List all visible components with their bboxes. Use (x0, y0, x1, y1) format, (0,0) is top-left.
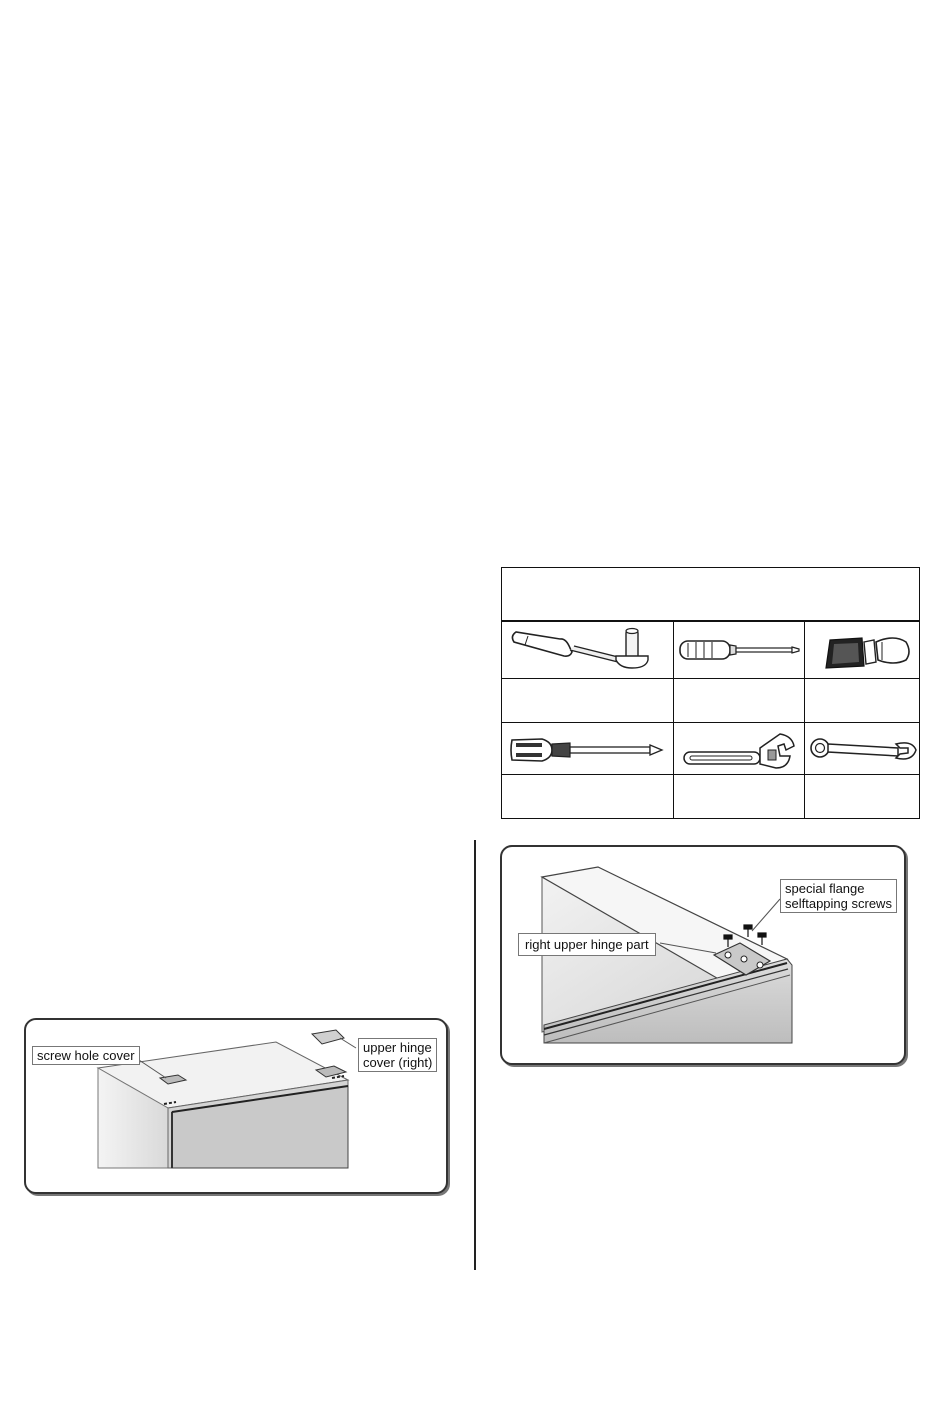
adjustable-wrench-icon (680, 728, 796, 770)
callout-line: special flange (785, 881, 865, 896)
column-divider (474, 840, 476, 1270)
figure-left-hinge-cover (24, 1018, 448, 1194)
flat-screwdriver-icon (678, 636, 802, 664)
table-rule (502, 678, 919, 679)
figure-right-hinge-screws (500, 845, 906, 1065)
tools-table (501, 567, 920, 819)
table-rule (673, 621, 674, 818)
socket-wrench-icon (508, 626, 658, 672)
table-rule (804, 621, 805, 818)
callout-screw-hole-cover (32, 1046, 140, 1065)
phillips-screwdriver-icon (508, 734, 668, 766)
callout-line: selftapping screws (785, 896, 892, 911)
putty-knife-icon (822, 628, 912, 672)
table-rule (502, 722, 919, 723)
callout-line: upper hinge (363, 1040, 432, 1055)
callout-special-flange-screws (780, 879, 897, 913)
table-rule (502, 620, 919, 622)
callout-text: right upper hinge part (525, 937, 649, 952)
callout-right-upper-hinge-part (518, 933, 656, 956)
callout-upper-hinge-cover (358, 1038, 437, 1072)
table-rule (502, 774, 919, 775)
callout-line: cover (right) (363, 1055, 433, 1070)
callout-text: screw hole cover (37, 1048, 135, 1063)
combination-wrench-icon (808, 734, 918, 766)
